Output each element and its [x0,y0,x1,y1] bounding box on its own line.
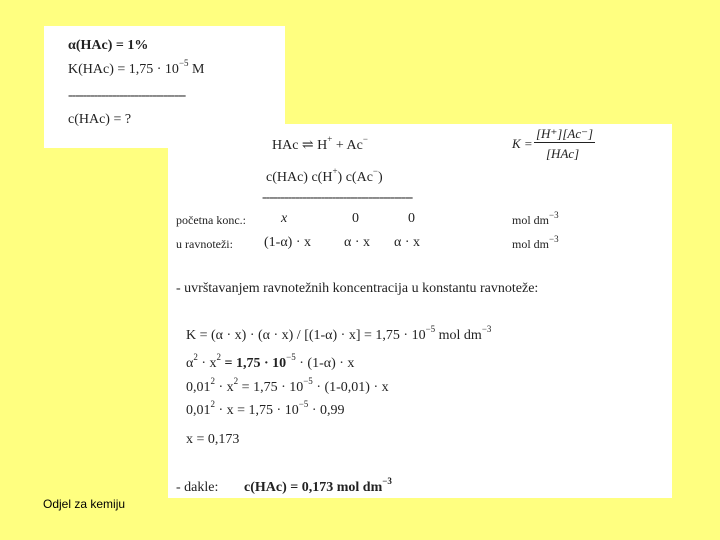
question: c(HAc) = ? [68,112,132,127]
k-denominator: [HAc] [546,146,580,161]
equilibrium-constant-formula [512,124,602,164]
k-given: $K(HAc) = 1,75 \cdot 10^{-5}$ M [68,58,205,77]
solution-panel [168,124,672,498]
derivation-line-2: $\alpha^2 \cdot x^2 = 1,75 \cdot 10^{-5} \cdot (1-\alpha) \cdot x$ [186,352,355,371]
derivation-line-1: $K = (\alpha \cdot x) \cdot (\alpha \cdot x) / [(1-\alpha) \cdot x] = 1,75 \cdot 10^{-5}$ mol $dm^{-3}$ [186,324,492,343]
initial-h: 0 [352,211,359,226]
equilibrium-ac: α · x [394,235,420,250]
given-divider: -------------------------------- [68,88,186,103]
equilibrium-hac: (1-α) · x [264,235,311,250]
equilibrium-unit: mol $dm^{-3}$ [512,234,559,251]
k-numerator: [H⁺][Ac⁻] [536,126,594,141]
derivation-result: x = 0,173 [186,432,240,447]
substitution-note: - uvrštavanjem ravnotežnih koncentracija u konstantu ravnoteže: [176,281,539,296]
k-label: K = [512,136,533,151]
equilibrium-label: u ravnoteži: [176,237,233,251]
initial-unit: mol $dm^{-3}$ [512,210,559,227]
species-divider: ----------------------------------------- [262,190,413,205]
footer-department: Odjel za kemiju [43,497,126,511]
equilibrium-h: α · x [344,235,370,250]
derivation-line-4: $0,01^2 \cdot x = 1,75 \cdot 10^{-5} \cdot 0,99$ [186,399,345,418]
conclusion-prefix: - dakle: [176,480,219,495]
initial-ac: 0 [408,211,415,226]
initial-conc-label: početna konc.: [176,213,246,227]
species-header: c(HAc) c(H+) c(Ac−) [266,166,383,185]
alpha-given: α(HAc) = 1% [68,38,149,53]
conclusion-value: c(HAc) = 0,173 mol $dm^{-3}$ [244,476,392,495]
reaction-equation: HAc ⇌ H+ + Ac− [272,134,368,153]
initial-hac: x [281,211,288,226]
derivation-line-3: $0,01^2 \cdot x^2 = 1,75 \cdot 10^{-5} \cdot (1-0,01) \cdot x$ [186,376,389,395]
